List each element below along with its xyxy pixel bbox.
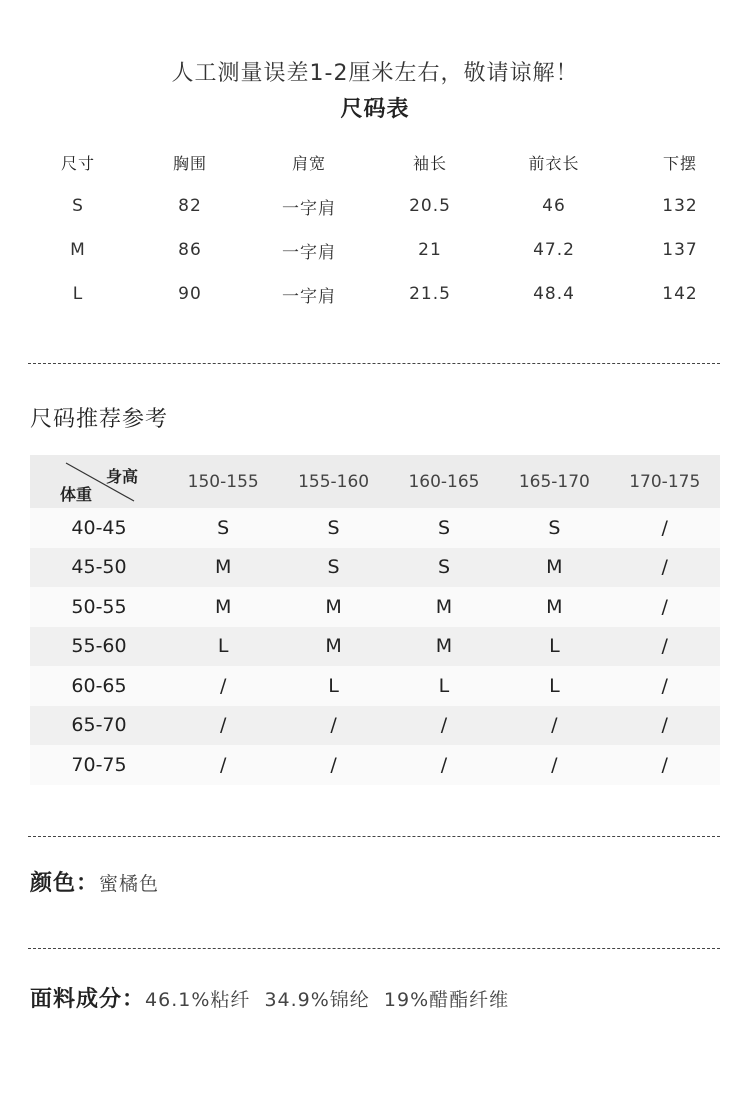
- size-recommend-table: [30, 455, 720, 785]
- recommended-size-cell: M: [325, 635, 342, 658]
- recommended-size-cell: L: [438, 674, 450, 697]
- size-recommend-row: [30, 587, 720, 627]
- size-chart-row: [16, 228, 734, 272]
- recommended-size-cell: M: [214, 556, 232, 579]
- recommended-size-cell: S: [327, 516, 340, 539]
- size-chart-cell: 20.5: [409, 196, 451, 216]
- recommended-size-cell: /: [219, 753, 227, 776]
- size-chart-header-row: [16, 140, 734, 184]
- weight-range-cell: 55-60: [71, 635, 127, 658]
- size-chart-cell: 86: [178, 240, 202, 260]
- size-chart-cell: S: [72, 196, 84, 216]
- height-range-header: 155-160: [298, 471, 370, 492]
- size-recommend-row: [30, 745, 720, 785]
- size-chart-cell: 137: [662, 240, 698, 260]
- recommended-size-cell: M: [325, 595, 342, 618]
- recommended-size-cell: /: [661, 714, 668, 737]
- recommended-size-cell: S: [217, 516, 230, 539]
- size-chart-header: 前衣长: [528, 153, 580, 173]
- size-chart-cell: 90: [178, 284, 202, 304]
- recommended-size-cell: L: [217, 635, 229, 658]
- recommended-size-cell: /: [551, 714, 558, 737]
- recommended-size-cell: /: [330, 753, 337, 776]
- table-corner-cell: [30, 455, 168, 508]
- size-chart-header: 下摆: [662, 153, 697, 173]
- material-line: [30, 982, 509, 1013]
- weight-range-cell: 40-45: [71, 516, 127, 539]
- recommended-size-cell: M: [214, 595, 232, 618]
- recommended-size-cell: /: [661, 595, 668, 618]
- recommended-size-cell: /: [440, 714, 448, 737]
- recommended-size-cell: M: [435, 635, 453, 658]
- recommended-size-cell: S: [437, 556, 450, 579]
- size-chart-header: 胸围: [172, 153, 207, 173]
- size-chart-cell: L: [72, 284, 84, 304]
- height-range-header: 150-155: [187, 471, 259, 492]
- recommended-size-cell: /: [219, 674, 227, 697]
- recommended-size-cell: L: [549, 635, 560, 658]
- diagonal-line: [30, 455, 168, 508]
- size-chart-cell: 21.5: [409, 284, 451, 304]
- recommended-size-cell: S: [548, 516, 561, 539]
- recommended-size-cell: /: [661, 753, 668, 776]
- measurement-notice: 人工测量误差1-2厘米左右，敬请谅解！: [171, 61, 579, 86]
- recommended-size-cell: /: [330, 714, 337, 737]
- size-chart-cell: 一字肩: [282, 242, 336, 263]
- size-chart-cell: 一字肩: [282, 286, 336, 307]
- color-label: 颜色：: [30, 871, 100, 896]
- size-chart-header: 肩宽: [291, 153, 326, 173]
- dashed-divider: [28, 836, 720, 837]
- recommended-size-cell: S: [437, 516, 450, 539]
- size-chart-cell: 21: [418, 240, 442, 260]
- size-chart-cell: 46: [542, 196, 566, 216]
- size-chart-title: 尺码表: [340, 97, 410, 122]
- recommended-size-cell: /: [661, 516, 668, 539]
- recommended-size-cell: /: [661, 674, 668, 697]
- size-chart-header: 袖长: [412, 153, 447, 173]
- size-recommend-row: [30, 548, 720, 588]
- height-range-header: 160-165: [408, 471, 480, 492]
- size-recommend-row: [30, 666, 720, 706]
- material-label: 面料成分：: [30, 987, 146, 1012]
- size-chart-cell: 48.4: [533, 284, 575, 304]
- size-recommend-row: [30, 627, 720, 667]
- corner-weight-label: 体重: [60, 485, 93, 504]
- size-chart-cell: 一字肩: [282, 198, 336, 219]
- size-chart-cell: 82: [178, 196, 202, 216]
- size-chart-header: 尺寸: [60, 153, 95, 173]
- height-range-header: 165-170: [518, 471, 590, 492]
- material-value: 46.1%粘纤 34.9%锦纶 19%醋酯纤维: [145, 989, 510, 1011]
- recommended-size-cell: M: [546, 556, 563, 579]
- recommended-size-cell: M: [546, 595, 563, 618]
- weight-range-cell: 60-65: [71, 674, 127, 697]
- recommended-size-cell: /: [551, 753, 558, 776]
- dashed-divider: [28, 363, 720, 364]
- size-recommend-title: 尺码推荐参考: [30, 407, 169, 432]
- corner-height-label: 身高: [105, 467, 138, 486]
- weight-range-cell: 50-55: [71, 595, 127, 618]
- recommended-size-cell: /: [440, 753, 448, 776]
- recommended-size-cell: /: [661, 556, 668, 579]
- size-chart-cell: 47.2: [533, 240, 575, 260]
- height-range-header: 170-175: [629, 471, 701, 492]
- weight-range-cell: 65-70: [71, 714, 127, 737]
- color-value: 蜜橘色: [99, 873, 160, 895]
- size-chart-table: [16, 140, 734, 316]
- size-chart-cell: 132: [662, 196, 698, 216]
- size-recommend-header-row: [30, 455, 720, 508]
- recommended-size-cell: S: [327, 556, 340, 579]
- color-line: [30, 866, 159, 897]
- recommended-size-cell: L: [549, 674, 560, 697]
- weight-range-cell: 70-75: [71, 753, 127, 776]
- recommended-size-cell: L: [328, 674, 339, 697]
- size-chart-cell: 142: [662, 284, 698, 304]
- size-recommend-row: [30, 508, 720, 548]
- size-chart-row: [16, 184, 734, 228]
- size-recommend-row: [30, 706, 720, 746]
- weight-range-cell: 45-50: [71, 556, 127, 579]
- size-chart-row: [16, 272, 734, 316]
- recommended-size-cell: /: [661, 635, 668, 658]
- recommended-size-cell: M: [435, 595, 453, 618]
- dashed-divider: [28, 948, 720, 949]
- recommended-size-cell: /: [219, 714, 227, 737]
- size-chart-cell: M: [70, 240, 86, 260]
